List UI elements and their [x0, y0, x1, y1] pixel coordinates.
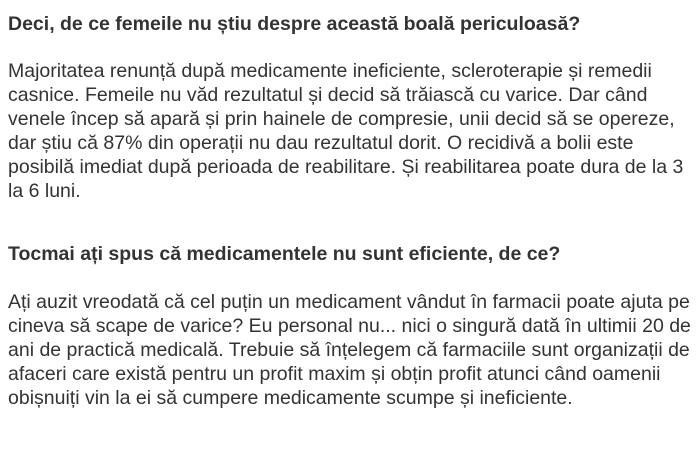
section-paragraph: Majoritatea renunță după medicamente ineficiente, scleroterapie și remedii casnice. Femeile nu văd rezultatul și decid să trăiască cu varice. Dar când venele încep să apară și prin hainele de compresie, unii decid să se opereze, dar știu că 87% din operații nu dau rezultatul dorit. O recidivă a bolii este posibilă imediat după perioada de reabilitare. Și reabilitarea poate dura de la 3 la 6 luni. — [8, 60, 684, 202]
section-heading: Tocmai ați spus că medicamentele nu sunt eficiente, de ce? — [8, 243, 561, 265]
section-paragraph: Ați auzit vreodată că cel puțin un medicament vândut în farmacii poate ajuta pe cineva să scape de varice? Eu personal nu... nici o singură dată în ultimii 20 de ani de practică medicală. Trebuie să înțelegem că farmaciile sunt organizații de afaceri care există pentru un profit maxim și obțin profit atunci când oamenii obișnuiți vin la ei să cumpere medicamente scumpe și ineficiente. — [8, 291, 691, 409]
section-heading: Deci, de ce femeile nu știu despre această boală periculoasă? — [8, 13, 581, 35]
